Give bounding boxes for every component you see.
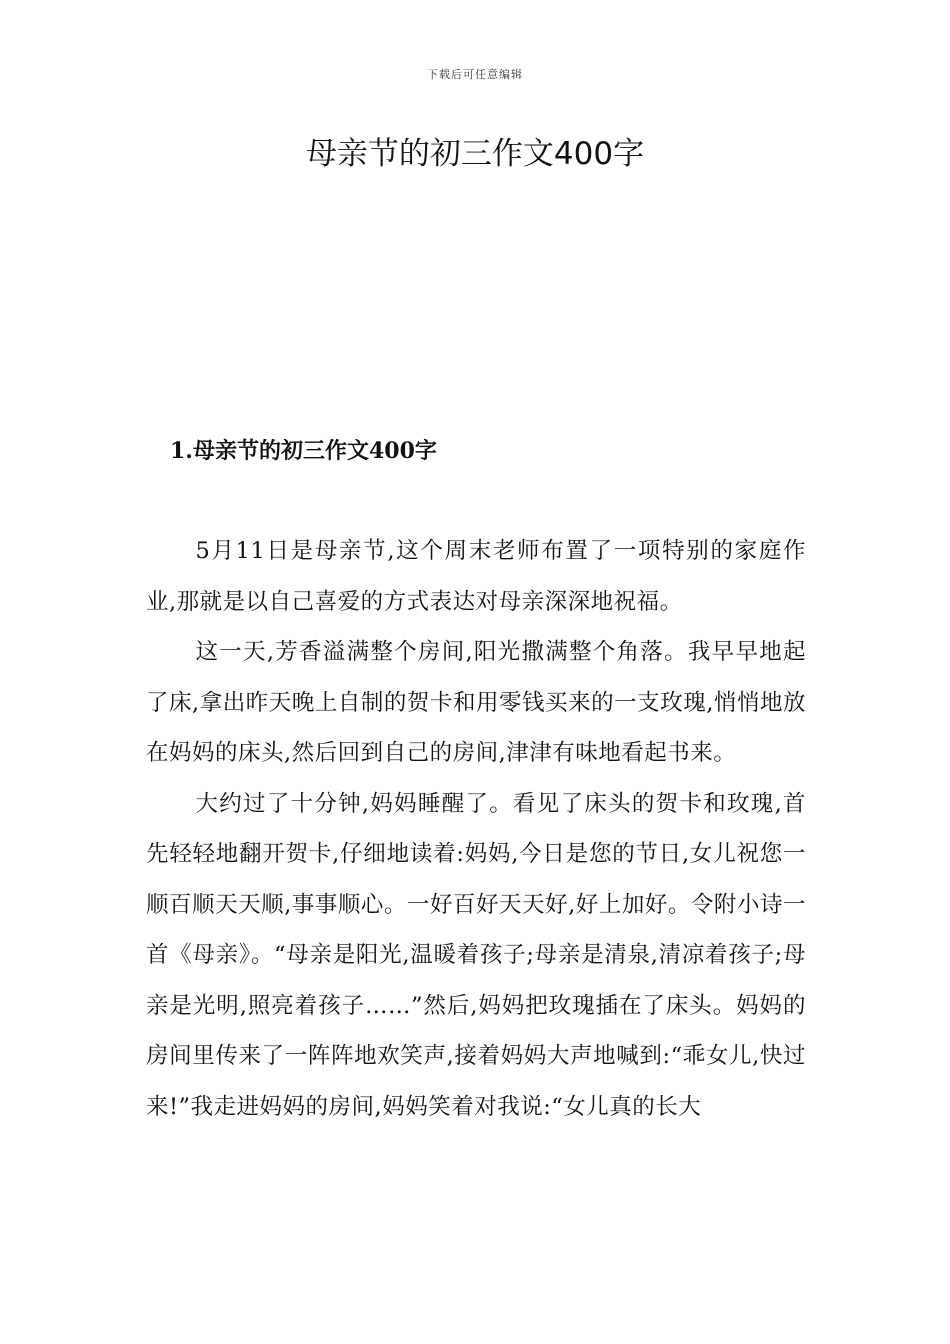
body-text <box>146 526 806 1132</box>
paragraph-2: 这一天,芳香溢满整个房间,阳光撒满整个角落。我早早地起了床,拿出昨天晚上自制的贺卡和用零钱买来的一支玫瑰,悄悄地放在妈妈的床头,然后回到自己的房间,津津有味地看起书来。 <box>146 639 806 766</box>
paragraph-3: 大约过了十分钟,妈妈睡醒了。看见了床头的贺卡和玫瑰,首先轻轻地翻开贺卡,仔细地读着:妈妈,今日是您的节日,女儿祝您一顺百顺天天顺,事事顺心。一好百好天天好,好上加好。令附小诗一首《母亲》。“母亲是阳光,温暖着孩子;母亲是清泉,清凉着孩子;母亲是光明,照亮着孩子……”然后,妈妈把玫瑰插在了床头。妈妈的房间里传来了一阵阵地欢笑声,接着妈妈大声地喊到:“乖女儿,快过来!”我走进妈妈的房间,妈妈笑着对我说:“女儿真的长大 <box>146 790 806 1120</box>
section-heading: 1.母亲节的初三作文400字 <box>170 438 437 464</box>
document-title: 母亲节的初三作文400字 <box>305 136 645 172</box>
paragraph-1: 5月11日是母亲节,这个周末老师布置了一项特别的家庭作业,那就是以自己喜爱的方式表达对母亲深深地祝福。 <box>146 538 806 615</box>
header-note: 下载后可任意编辑 <box>427 68 523 81</box>
